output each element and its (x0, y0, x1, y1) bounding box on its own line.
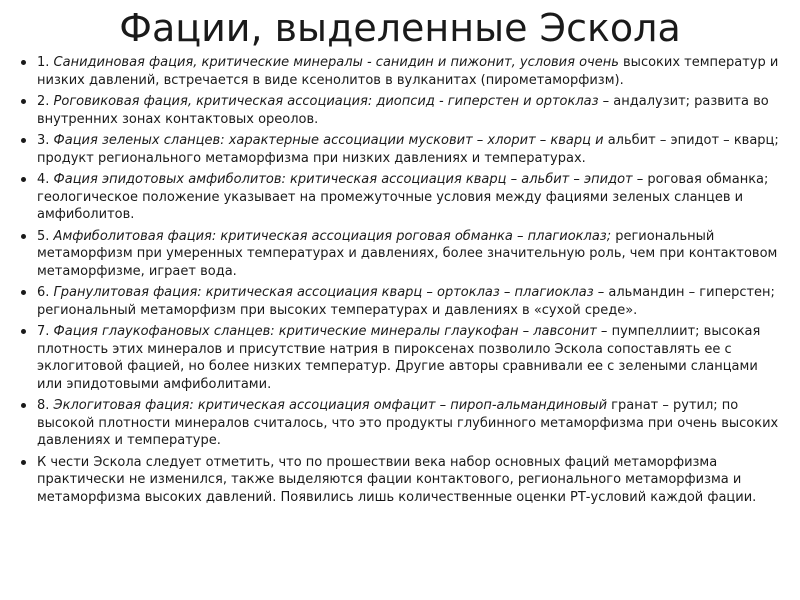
bullet-item-4 (20, 171, 780, 224)
bullet-text-plain: альмандин – гиперстен; региональный метаморфизм при высоких температурах и давлениях в «сухой среде». (37, 285, 775, 318)
bullet-text-plain: гранат – рутил; по высокой плотности минералов считалось, что это продукты глубинного метаморфизма при очень высоких давлениях и температуре. (37, 398, 779, 448)
bullet-text-plain: пумпеллиит; высокая плотность этих минералов и присутствие натрия в пироксенах позволило Эскола сопоставлять ее с эклогитовой фацией, но более низких температур. Другие авторы сравнивали ее с зелеными сланцами или эпидотовыми амфиболитами. (37, 324, 761, 392)
facies-bullet-list (20, 54, 780, 510)
bullet-text-plain: 1. (37, 55, 54, 70)
bullet-item-7 (20, 323, 780, 393)
bullet-text-italic: Эклогитовая фация: критическая ассоциация омфацит – пироп-альмандиновый (53, 398, 608, 413)
bullet-text-italic: Санидиновая фация, критические минералы - санидин и пижонит, условия очень (53, 55, 619, 70)
bullet-text-plain: андалузит; развита во внутренних зонах контактовых ореолов. (37, 94, 769, 127)
bullet-item-8 (20, 397, 780, 450)
bullet-text-plain: 4. (37, 172, 54, 187)
bullet-text-italic: Фация эпидотовых амфиболитов: критическая ассоциация кварц – альбит – эпидот – (53, 172, 644, 187)
bullet-item-3 (20, 132, 780, 167)
bullet-text-plain: 3. (37, 133, 54, 148)
bullet-text-plain: альбит – эпидот – кварц; продукт регионального метаморфизма при низких давлениях и температурах. (37, 133, 779, 166)
bullet-item-1 (20, 54, 780, 89)
bullet-text-plain: 5. (37, 228, 54, 244)
bullet-text-plain: К чести Эскола следует отметить, что по прошествии века набор основных фаций метаморфизма практически не изменился, также выделяются фации контактового, регионального метаморфизма и метаморфизма высоких давлений. Появились лишь количественные оценки РТ-условий каждой фации. (37, 454, 757, 505)
slide-title: Фации, выделенные Эскола (119, 6, 681, 50)
bullet-text-italic: Фация глаукофановых сланцев: критические минералы глаукофан – лавсонит – (53, 324, 608, 339)
bullet-text-italic: Фация зеленых сланцев: характерные ассоциации мусковит – хлорит – кварц и (53, 133, 604, 148)
bullet-text-plain: высоких температур и низких давлений, встречается в виде ксенолитов в вулканитах (пирометаморфизм). (37, 55, 779, 88)
bullet-item-5 (20, 228, 780, 281)
bullet-text-plain: 6. (37, 285, 54, 300)
bullet-text-italic: Гранулитовая фация: критическая ассоциация кварц – ортоклаз – плагиоклаз – (53, 285, 605, 300)
bullet-text-plain: региональный метаморфизм при умеренных температурах и давлениях, более значительную роль, чем при контактовом метаморфизме, играет вода. (37, 228, 778, 279)
bullet-item-conclusion (20, 454, 780, 507)
bullet-text-italic: Амфиболитовая фация: критическая ассоциация роговая обманка – плагиоклаз; (53, 228, 612, 244)
bullet-text-plain: 8. (37, 398, 54, 413)
bullet-text-plain: 2. (37, 94, 54, 109)
bullet-text-plain: роговая обманка; геологическое положение указывает на промежуточные условия между фациями зеленых сланцев и амфиболитов. (37, 172, 769, 222)
bullet-item-2 (20, 93, 780, 128)
bullet-text-italic: Роговиковая фация, критическая ассоциация: диопсид - гиперстен и ортоклаз – (53, 94, 610, 109)
bullet-text-plain: 7. (37, 324, 54, 339)
bullet-item-6 (20, 284, 780, 319)
